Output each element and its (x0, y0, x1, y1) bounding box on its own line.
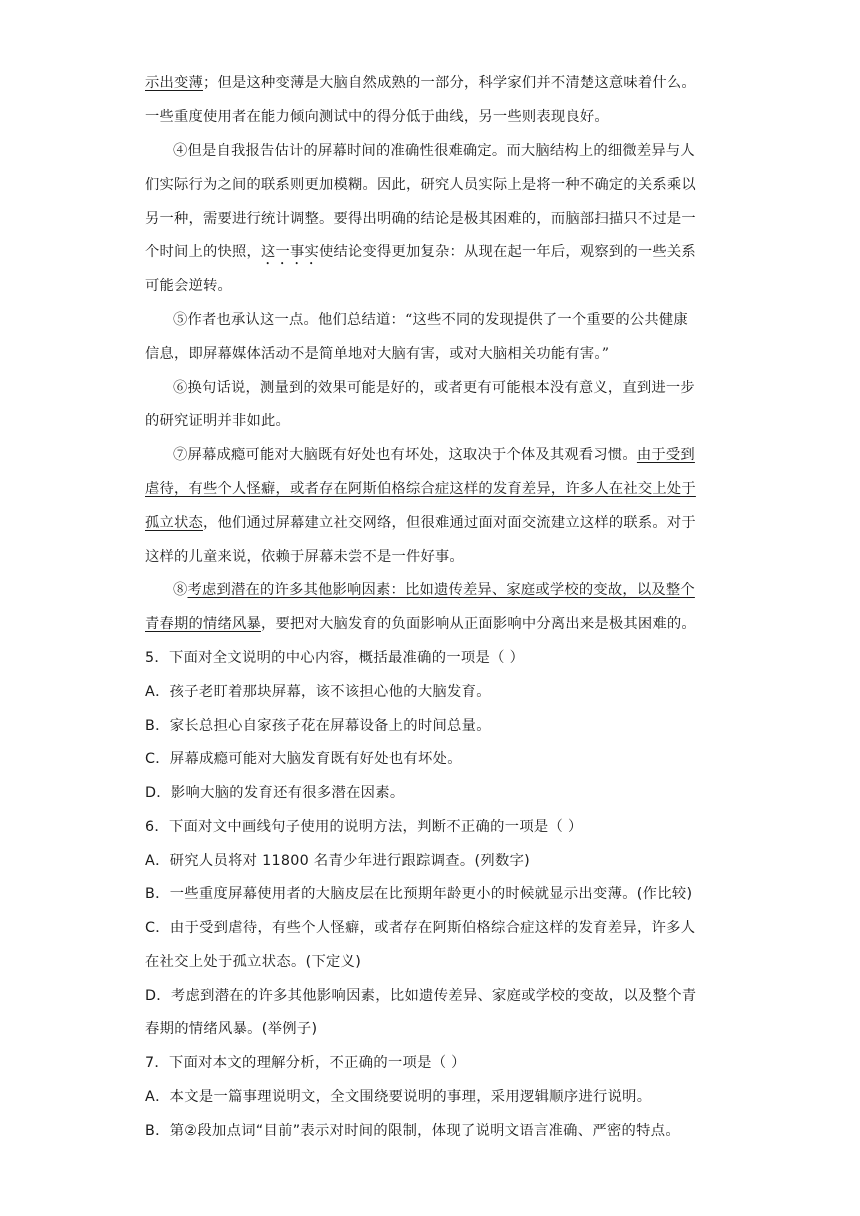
underlined-sentence: 考虑到潜在的许多其他影响因素：比如遗传差异、家庭或学校的变故，以及整个 (187, 582, 695, 598)
underlined-sentence: 孤立状态 (145, 515, 203, 531)
question-5-stem: 5．下面对全文说明的中心内容，概括最准确的一项是（ ） (145, 650, 525, 666)
question-7-option-a: A．本文是一篇事理说明文，全文围绕要说明的事理，采用逻辑顺序进行说明。 (145, 1089, 652, 1105)
question-6-option-d: 春期的情绪风暴。(举例子) (145, 1021, 318, 1037)
passage-text: ⑧ (173, 582, 188, 598)
passage-text: ⑦屏幕成瘾可能对大脑既有好处也有坏处，这取决于个体及其观看习惯。 (173, 447, 637, 463)
underlined-sentence: 虐待，有些个人怪癖，或者存在阿斯伯格综合症这样的发育差异，许多人在社交上处于 (145, 481, 696, 497)
question-5-option-c: C．屏幕成瘾可能对大脑发育既有好处也有坏处。 (145, 751, 462, 767)
underlined-sentence: 示出变薄 (145, 75, 203, 91)
question-6-option-c: C．由于受到虐待，有些个人怪癖，或者存在阿斯伯格综合症这样的发育差异，许多人 (145, 920, 696, 936)
paragraph-4-line (145, 242, 717, 268)
passage-line: 一些重度使用者在能力倾向测试中的得分低于曲线，另一些则表现良好。 (145, 109, 609, 125)
paragraph-6-line: ⑥换句话说，测量到的效果可能是好的，或者更有可能根本没有意义，直到进一步 (173, 380, 695, 396)
underlined-sentence: 由于受到 (636, 447, 695, 463)
paragraph-4-line: ④但是自我报告估计的屏幕时间的准确性很难确定。而大脑结构上的细微差异与人 (173, 143, 695, 159)
question-6-option-b: B．一些重度屏幕使用者的大脑皮层在比预期年龄更小的时候就显示出变薄。(作比较) (145, 886, 693, 902)
paragraph-8-line (173, 580, 717, 600)
passage-text: 个时间上的快照， (145, 244, 261, 260)
passage-text: ；但是这种变薄是大脑自然成熟的一部分，科学家们并不清楚这意味着什么。 (203, 75, 696, 91)
paragraph-8-line (145, 614, 717, 634)
paragraph-4-line: 另一种，需要进行统计调整。要得出明确的结论是极其困难的，而脑部扫描只不过是一 (145, 211, 696, 227)
question-5-option-d: D．影响大脑的发育还有很多潜在因素。 (145, 785, 405, 801)
paragraph-4-line: 可能会逆转。 (145, 278, 232, 294)
question-5-option-b: B．家长总担心自家孩子花在屏幕设备上的时间总量。 (145, 718, 491, 734)
underlined-sentence: 青春期的情绪风暴 (145, 616, 261, 632)
paragraph-5-line: 信息，即屏幕媒体活动不是简单地对大脑有害，或对大脑相关功能有害。” (145, 346, 610, 362)
question-6-stem: 6．下面对文中画线句子使用的说明方法，判断不正确的一项是（ ） (145, 819, 583, 835)
passage-text: ，他们通过屏幕建立社交网络，但很难通过面对面交流建立这样的联系。对于 (203, 515, 696, 531)
paragraph-6-line: 的研究证明并非如此。 (145, 413, 290, 429)
passage-line (145, 73, 717, 93)
question-6-option-a: A．研究人员将对 11800 名青少年进行跟踪调查。(列数字) (145, 853, 531, 869)
question-6-option-c: 在社交上处于孤立状态。(下定义) (145, 954, 362, 970)
paragraph-5-line: ⑤作者也承认这一点。他们总结道：“这些不同的发现提供了一个重要的公共健康 (173, 312, 688, 328)
paragraph-7-line (173, 445, 717, 465)
emphasized-dotted-word: 这一事实 (260, 244, 319, 260)
paragraph-7-line: 这样的儿童来说，依赖于屏幕未尝不是一件好事。 (145, 549, 464, 565)
paragraph-7-line (145, 513, 717, 533)
passage-text: 使结论变得更加复杂：从现在起一年后，观察到的一些关系 (318, 244, 696, 260)
paragraph-4-line: 们实际行为之间的联系则更加模糊。因此，研究人员实际上是将一种不确定的关系乘以 (145, 177, 696, 193)
question-7-stem: 7．下面对本文的理解分析，不正确的一项是（ ） (145, 1055, 466, 1071)
question-7-option-b: B．第②段加点词“目前”表示对时间的限制，体现了说明文语言准确、严密的特点。 (145, 1123, 680, 1139)
passage-text: ，要把对大脑发育的负面影响从正面影响中分离出来是极其困难的。 (260, 616, 696, 632)
question-6-option-d: D．考虑到潜在的许多其他影响因素，比如遗传差异、家庭或学校的变故，以及整个青 (145, 988, 697, 1004)
paragraph-7-line (145, 479, 717, 499)
question-5-option-a: A．孩子老盯着那块屏幕，该不该担心他的大脑发育。 (145, 684, 491, 700)
